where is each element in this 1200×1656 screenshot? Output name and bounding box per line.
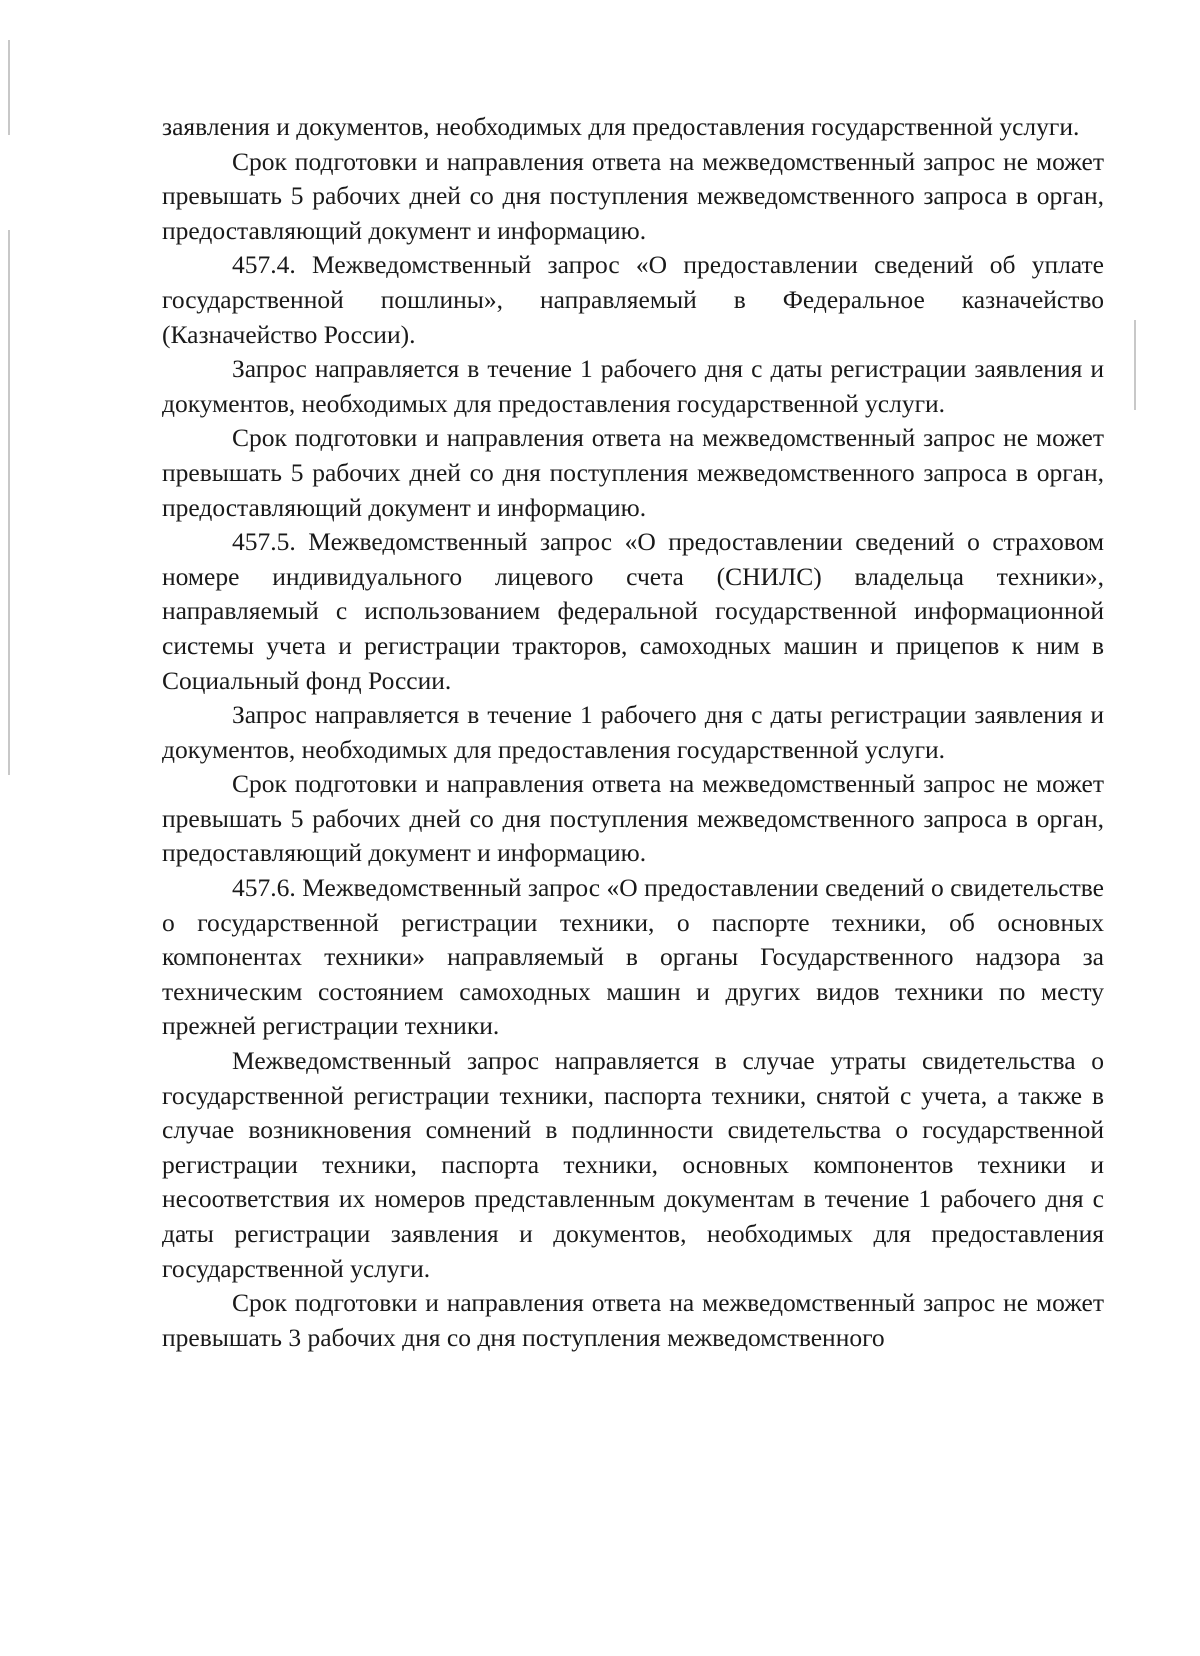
paragraph: Межведомственный запрос направляется в случае утраты свидетельства о государственной регистрации техники, паспорта техники, снятой с учета, а также в случае возникновения сомнений в подлинности свидетельства о государственной регистрации техники, паспорта техники, основных компонентов техники и несоответствия их номеров представленным документам в течение 1 рабочего дня с даты регистрации заявления и документов, необходимых для предоставления государственной услуги. (162, 1046, 1104, 1283)
paragraph: Срок подготовки и направления ответа на межведомственный запрос не может превышать 5 рабочих дней со дня поступления межведомственного запроса в орган, предоставляющий документ и информацию. (162, 769, 1104, 868)
paragraph: Срок подготовки и направления ответа на межведомственный запрос не может превышать 5 рабочих дней со дня поступления межведомственного запроса в орган, предоставляющий документ и информацию. (162, 146, 1104, 245)
paragraph: Запрос направляется в течение 1 рабочего дня с даты регистрации заявления и документов, необходимых для предоставления государственной услуги. (162, 700, 1104, 764)
paragraph: Срок подготовки и направления ответа на межведомственный запрос не может превышать 3 рабочих дня со дня поступления межведомственного (162, 1288, 1104, 1352)
scan-edge-mark (1134, 320, 1136, 410)
paragraph: Запрос направляется в течение 1 рабочего дня с даты регистрации заявления и документов, необходимых для предоставления государственной услуги. (162, 354, 1104, 418)
section-457-6: 457.6. Межведомственный запрос «О предоставлении сведений о свидетельстве о государственной регистрации техники, о паспорте техники, об основных компонентах техники» направляемый в органы Государственного надзора за техническим состоянием самоходных машин и других видов техники по месту прежней регистрации техники. (162, 873, 1104, 1041)
paragraph: Срок подготовки и направления ответа на межведомственный запрос не может превышать 5 рабочих дней со дня поступления межведомственного запроса в орган, предоставляющий документ и информацию. (162, 423, 1104, 522)
section-457-5: 457.5. Межведомственный запрос «О предоставлении сведений о страховом номере индивидуального лицевого счета (СНИЛС) владельца техники», направляемый с использованием федеральной государственной информационной системы учета и регистрации тракторов, самоходных машин и прицепов к ним в Социальный фонд России. (162, 527, 1104, 695)
scan-edge-mark (8, 40, 10, 135)
section-457-4: 457.4. Межведомственный запрос «О предоставлении сведений об уплате государственной пошлины», направляемый в Федеральное казначейство (Казначейство России). (162, 250, 1104, 349)
paragraph: заявления и документов, необходимых для предоставления государственной услуги. (162, 112, 1080, 141)
scan-edge-mark (8, 230, 10, 775)
document-page (162, 110, 1104, 1355)
